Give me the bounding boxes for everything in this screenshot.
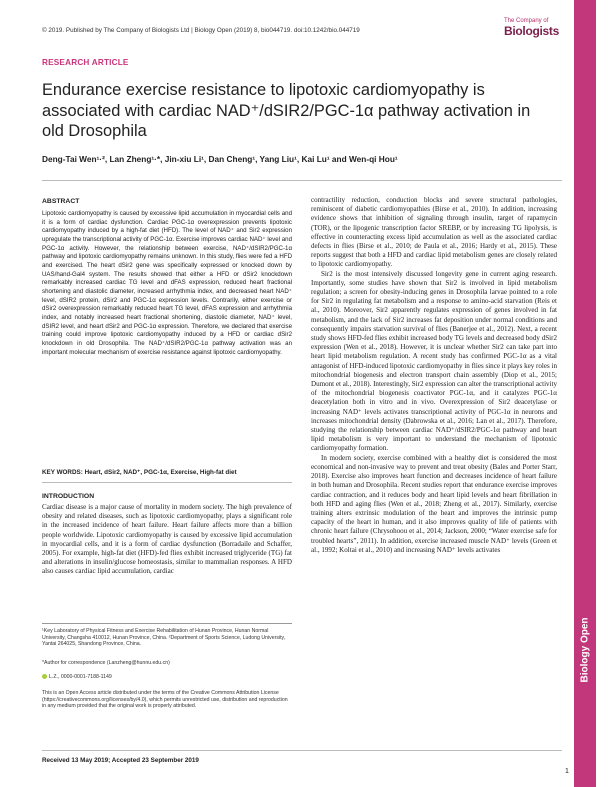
right-paragraph-3: In modern society, exercise combined with a healthy diet is considered the most economical and non-invasive way to prevent and treat obesity (Bales and Porter Starr, 2018). Exercise also improves heart function and decreases incidence of heart failure in both human and Drosophila. Recent studies report that endurance exercise improves cardiac contraction, and it reduces body and heart lipid levels and heart fibrillation in both HFD and aging flies (Wen et al., 2018; Zheng et al., 2017). Similarly, exercise training alters extrinsic modulation of the heart and improves the intrinsic pump capacity of the heart in human, and it also improves quality of life of patients with chronic heart failure (Chrysohoou et al., 2014; Jackson, 2000; “Water exercise safe for troubled hearts”, 2011). In addition, exercise increased muscle NAD⁺ levels (Green et al., 1992; Koltai et al., 2010) and increasing NAD⁺ levels activates bbox=[311, 453, 557, 554]
keywords: KEY WORDS: Heart, dSir2, NAD⁺, PGC-1α, Exercise, High-fat diet bbox=[42, 469, 237, 476]
right-paragraph-1: contractility reduction, conduction blocks and severe structural pathologies, reminiscent of diabetic cardiomyopathies (Birse et al., 2010). In addition, increasing evidence shows that inhibition of signaling through insulin, target of rapamycin (TOR), or the lipogenic transcription factor SREBP, or by increasing TG lipolysis, is effective in counteracting excess lipid accumulation as well as the associated cardiac defects in flies (Birse et al., 2010; de Paula et al., 2016; Hardy et al., 2015). These reports suggest that both a HFD and cardiac lipid metabolism genes are closely related to lipotoxic cardiomyopathy. bbox=[311, 196, 557, 269]
right-paragraph-2: Sir2 is the most intensively discussed longevity gene in current aging research. Importantly, some studies have shown that Sir2 is involved in lipid metabolism regulation; a screen for obesity-inducing genes in Drosophila larvae pointed to a role for Sir2 in regulating fat metabolism and a response to amino-acid starvation (Reis et al., 2010). Moreover, Sir2 apparently regulates expression of genes involved in fat metabolism, and the lack of Sir2 increases fat deposition under normal conditions and consequently impairs starvation survival of flies (Banerjee et al., 2012). Next, a recent study shows HFD-fed flies exhibit increased body TG levels and decreased body dSir2 expression (Wen et al., 2018). However, it is unclear whether Sir2 can take part into heart lipid metabolism regulation. A recent study has confirmed PGC-1α as a vital antagonist of HFD-induced lipotoxic cardiomyopathy in flies since it plays key roles in mitochondrial biogenesis and electron transport chain assembly (Diop et al., 2015; Dumont et al., 2018). Interestingly, Sir2 expression can alter the transcriptional activity of the mitochondrial biogenesis coactivator PGC-1α, and it catalyzes PGC-1α deacetylation both in vitro and in vivo. Overexpression of Sir2 deacetylase or increasing NAD⁺ levels activates transcriptional activity of PGC-1α in neurons and increases mitochondrial density (Dabrowska et al., 2016; Lan et al., 2017). Therefore, studying the relationship between cardiac NAD⁺/dSIR2/PGC-1α pathway and heart lipid metabolism is very important to understand the mechanism of lipotoxic cardiomyopathy formation. bbox=[311, 269, 557, 453]
article-type-label: RESEARCH ARTICLE bbox=[42, 58, 129, 67]
author-list: Deng-Tai Wen¹·², Lan Zheng¹·*, Jin-xiu Li¹, Dan Cheng¹, Yang Liu¹, Kai Lu¹ and Wen-qi Hou¹ bbox=[42, 154, 398, 164]
abstract-text: Lipotoxic cardiomyopathy is caused by excessive lipid accumulation in myocardial cells and it is a form of cardiac dysfunction. Cardiac PGC-1α overexpression prevents lipotoxic cardiomyopathy induced by a high-fat diet (HFD). The level of NAD⁺ and Sir2 expression upregulate the transcriptional activity of PGC-1α. Exercise improves cardiac NAD⁺ level and PGC-1α activity. However, the relationship between exercise, NAD⁺/dSIR2/PGC-1α pathway and lipotoxic cardiomyopathy remains unknown. In this study, flies were fed a HFD and exercised. The heart dSir2 gene was specifically expressed or knocked down by UAS/hand-Gal4 system. The results showed that either a HFD or dSir2 knockdown remarkably increased cardiac TG level and dFAS expression, reduced heart fractional shortening and diastolic diameter, increased arrhythmia index, and decreased heart NAD⁺ level, dSIR2 protein, dSir2 and PGC-1α expression levels. Contrarily, either exercise or dSir2 overexpression remarkably reduced heart TG level, dFAS expression and arrhythmia index, and notably increased heart fractional shortening, diastolic diameter, NAD⁺ level, dSIR2 level, and heart dSir2 and PGC-1α expression. Therefore, we declared that exercise training could improve lipotoxic cardiomyopathy induced by a HFD or cardiac dSir2 knockdown in old Drosophila. The NAD⁺/dSIR2/PGC-1α pathway activation was an important molecular mechanism of exercise resistance against lipotoxic cardiomyopathy. bbox=[42, 210, 292, 356]
footnote-divider bbox=[42, 623, 292, 624]
journal-sidebar bbox=[574, 0, 596, 787]
keywords-divider bbox=[42, 482, 292, 483]
introduction-text: Cardiac disease is a major cause of mortality in modern society. The high prevalence of obesity and related diseases, such as lipotoxic cardiomyopathy, plays a significant role in the increased incidence of heart failure. Heart failure affects more than a billion people worldwide. Lipotoxic cardiomyopathy is caused by excessive lipid accumulation in myocardial cells, and it is a form of cardiac dysfunction (Borradaile and Schaffer, 2005). For example, high-fat diet (HFD)-fed flies exhibit increased triglyceride (TG) fat and alterations in insulin/glucose homeostasis, similar to mammalian responses. A HFD also causes cardiac lipid accumulation, cardiac bbox=[42, 503, 292, 576]
orcid-icon bbox=[42, 674, 47, 679]
sidebar-label: Biology Open bbox=[579, 617, 591, 683]
correspondence: *Author for correspondence (Lanzheng@hunnu.edu.cn) bbox=[42, 660, 170, 666]
right-column bbox=[311, 196, 557, 555]
logo-small-text: The Company of bbox=[504, 18, 549, 24]
journal-citation: © 2019. Published by The Company of Biologists Ltd | Biology Open (2019) 8, bio044719. doi:10.1242/bio.044719 bbox=[42, 27, 360, 34]
affiliations: ¹Key Laboratory of Physical Fitness and Exercise Rehabilitation of Hunan Province, Hunan Normal University, Changsha 410012, Hunan Province, China. ²Department of Sports Science, Ludong University, Yantai 264025, Shandong Province, China. bbox=[42, 628, 286, 648]
bottom-divider bbox=[42, 750, 562, 751]
logo-big-text: Biologists bbox=[504, 24, 560, 38]
orcid-line bbox=[42, 674, 292, 681]
header-divider bbox=[42, 180, 562, 181]
introduction-heading: INTRODUCTION bbox=[42, 493, 95, 500]
abstract-heading: ABSTRACT bbox=[42, 198, 80, 205]
page-number: 1 bbox=[565, 768, 569, 775]
orcid-id[interactable]: L.Z., 0000-0001-7188-1149 bbox=[49, 674, 112, 680]
received-dates: Received 13 May 2019; Accepted 23 September 2019 bbox=[42, 757, 199, 764]
license-notice: This is an Open Access article distributed under the terms of the Creative Commons Attribution License (https://creativecommons.org/licenses/by/4.0), which permits unrestricted use, distribution and reproduction in any medium provided that the original work is properly attributed. bbox=[42, 690, 288, 710]
article-title: Endurance exercise resistance to lipotoxic cardiomyopathy is associated with cardiac NAD⁺/dSIR2/PGC-1α pathway activation in old Drosophila bbox=[42, 81, 531, 140]
publisher-logo bbox=[504, 18, 564, 40]
